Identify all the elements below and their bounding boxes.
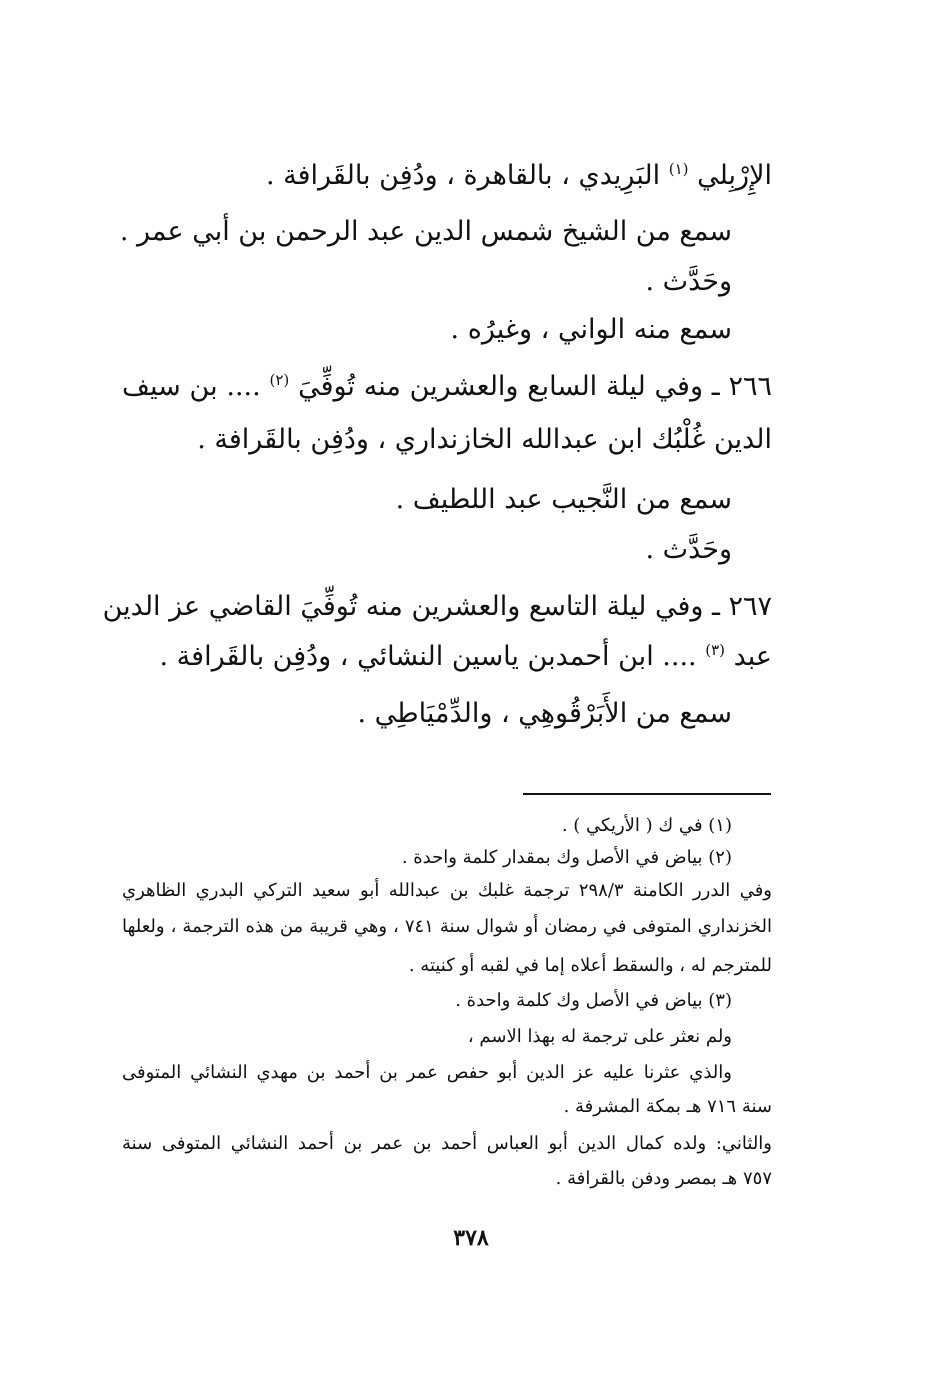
entry-267-line-2-text-b: .... ابن أحمدبن ياسين النشائي ، ودُفِن بالقَرافة . — [159, 641, 706, 672]
footnote-2: (٢) بياض في الأصل وك بمقدار كلمة واحدة . — [401, 847, 732, 868]
footnote-3-body-1: ولم نعثر على ترجمة له بهذا الاسم ، — [467, 1026, 732, 1047]
entry-267-line-2 — [160, 637, 772, 677]
footnote-separator — [523, 793, 771, 795]
main-line-1 — [266, 156, 772, 196]
footnote-3-body-2: والذي عثرنا عليه عز الدين أبو حفص عمر بن أحمد بن مهدي النشائي المتوفى — [122, 1062, 732, 1083]
main-line-3: وحَدَّث . — [645, 266, 732, 297]
entry-266-line-1 — [122, 367, 772, 407]
footnote-2-body-2: الخزنداري المتوفى في رمضان أو شوال سنة ٧٤١ ، وهي قريبة من هذه الترجمة ، ولعلها — [122, 916, 772, 937]
page-number: ٣٧٨ — [453, 1225, 489, 1251]
footnote-3: (٣) بياض في الأصل وك كلمة واحدة . — [455, 990, 732, 1011]
footnote-ref-1: (١) — [668, 160, 689, 178]
footnote-ref-2: (٢) — [269, 371, 290, 389]
footnote-3-body-3: سنة ٧١٦ هـ بمكة المشرفة . — [563, 1096, 772, 1117]
entry-267-line-2-text-a: عبد — [724, 641, 772, 672]
entry-266-line-1-text-b: .... بن سيف — [122, 371, 270, 402]
footnote-3-body-5: ٧٥٧ هـ بمصر ودفن بالقرافة . — [555, 1168, 772, 1189]
footnote-ref-3: (٣) — [705, 641, 725, 659]
main-line-2: سمع من الشيخ شمس الدين عبد الرحمن بن أبي عمر . — [119, 216, 732, 247]
entry-266-line-4: وحَدَّث . — [645, 534, 732, 565]
entry-266-line-2: الدين غُلْبُك ابن عبدالله الخازنداري ، ودُفِن بالقَرافة . — [197, 424, 772, 455]
main-line-4: سمع منه الواني ، وغيرُه . — [450, 314, 732, 345]
footnote-3-body-4: والثاني: ولده كمال الدين أبو العباس أحمد بن عمر بن أحمد النشائي المتوفى سنة — [122, 1133, 772, 1154]
footnote-2-body-3: للمترجم له ، والسقط أعلاه إما في لقبه أو كنيته . — [408, 955, 772, 976]
entry-266-line-1-text-a: ٢٦٦ ـ وفي ليلة السابع والعشرين منه تُوفِّيَ — [289, 371, 772, 402]
main-line-1-text-b: البَرِيدي ، بالقاهرة ، ودُفِن بالقَرافة . — [265, 160, 669, 191]
footnote-2-body-1: وفي الدرر الكامنة ٢٩٨/٣ ترجمة غلبك بن عبدالله أبو سعيد التركي البدري الظاهري — [122, 880, 773, 901]
entry-267-line-3: سمع من الأَبَرْقُوهِي ، والدِّمْيَاطِي . — [357, 698, 732, 729]
entry-267-line-1: ٢٦٧ ـ وفي ليلة التاسع والعشرين منه تُوفِّيَ القاضي عز الدين — [102, 591, 772, 622]
main-line-1-text-a: الإِرْبِلي — [688, 160, 772, 191]
footnote-1: (١) في ك ( الأريكي ) . — [561, 815, 732, 836]
entry-266-line-3: سمع من النَّجيب عبد اللطيف . — [395, 484, 732, 515]
